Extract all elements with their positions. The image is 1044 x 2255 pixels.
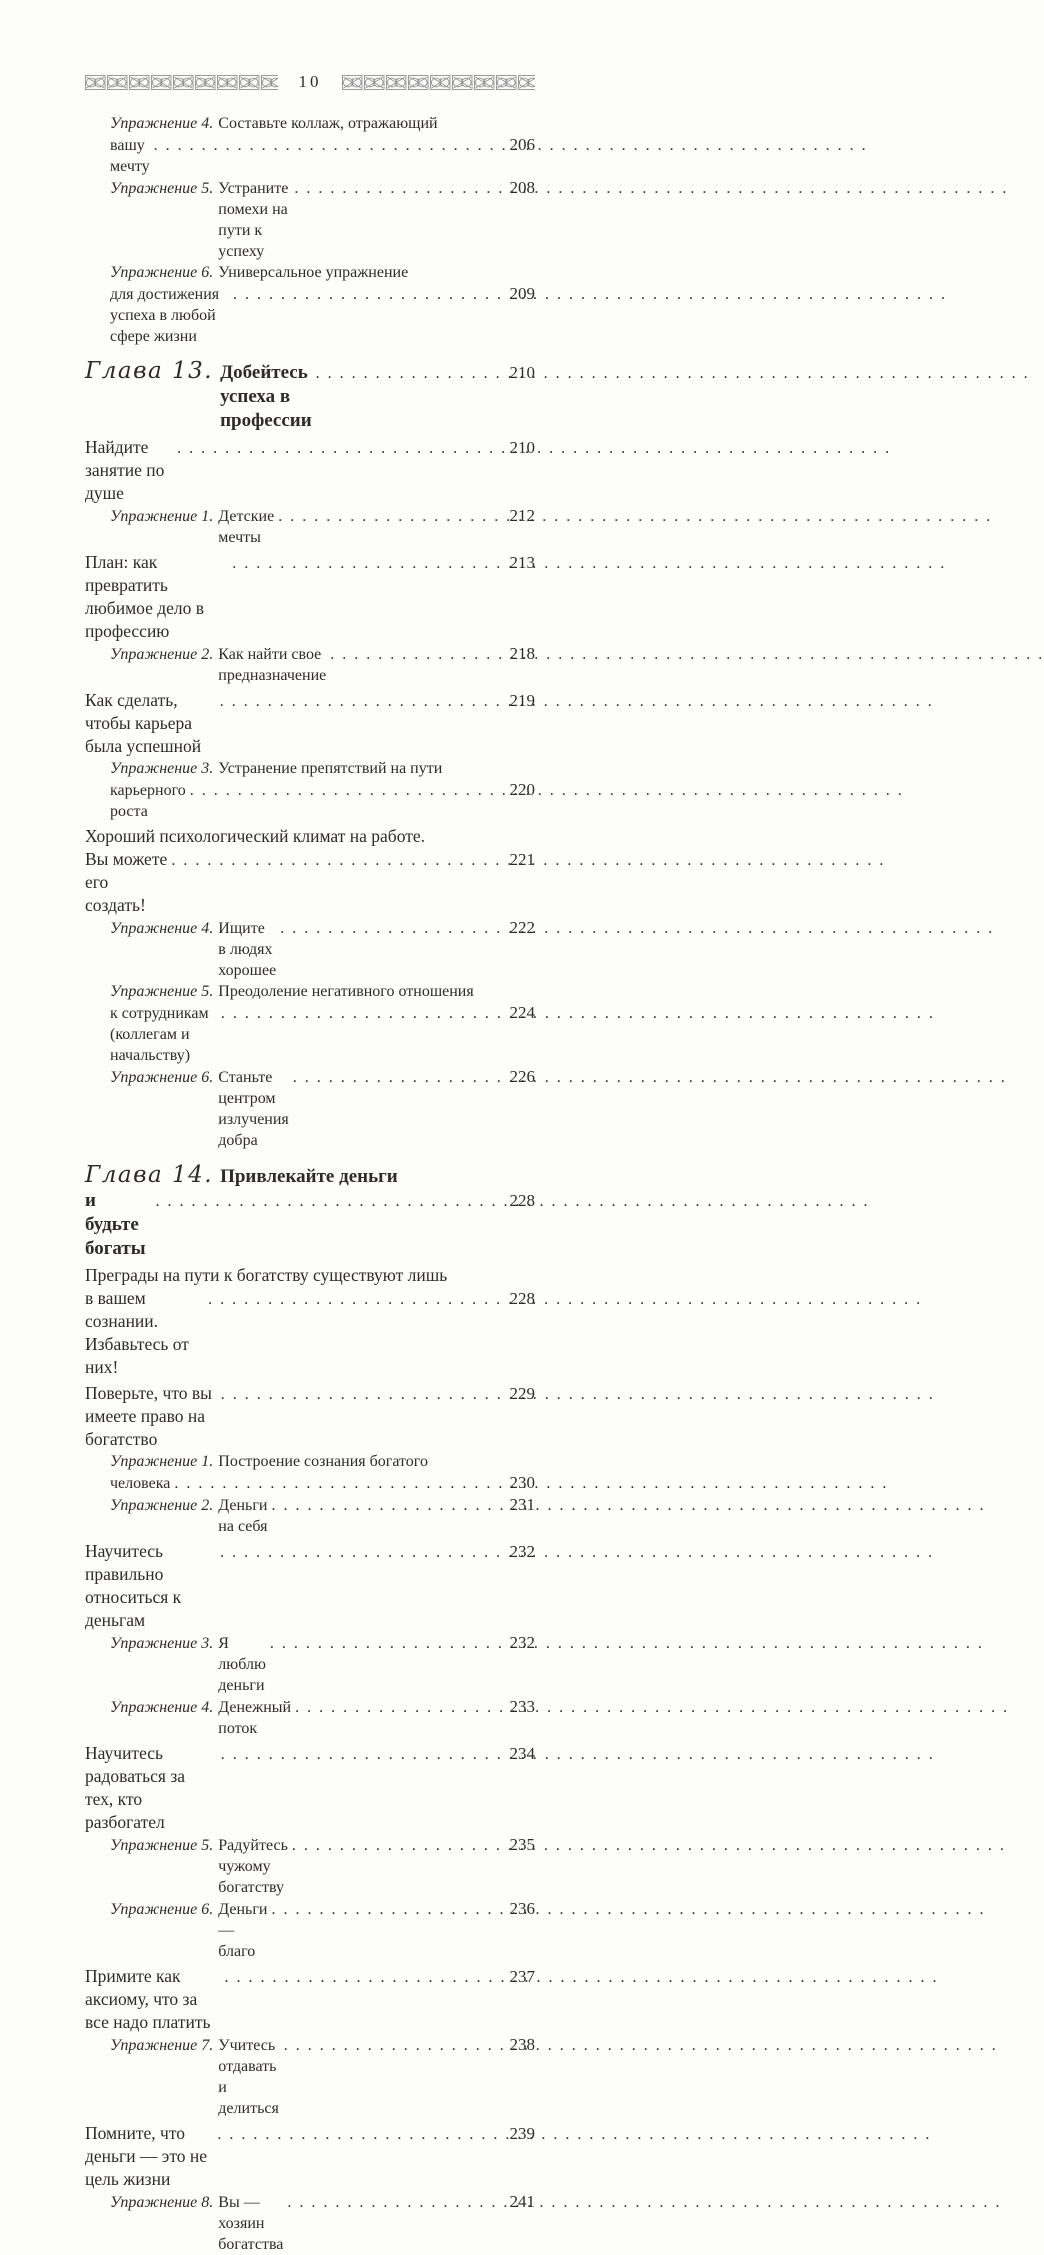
page-ref: 218 — [509, 644, 535, 663]
toc-entry-section — [85, 1965, 535, 2034]
page-ref: 206 — [509, 135, 535, 154]
page-ref: 210 — [509, 363, 535, 382]
entry-title: Преграды на пути к богатству существуют лишь — [85, 1265, 448, 1285]
page-ref: 237 — [509, 1967, 535, 1986]
page-number: 10 — [298, 72, 322, 91]
page-ref: 228 — [509, 1289, 535, 1308]
toc-entry-chapter — [85, 1163, 535, 1261]
toc-line — [85, 1163, 535, 1189]
page-ref: 219 — [509, 691, 535, 710]
entry-title: в вашем сознании. Избавьтесь от них! — [85, 1288, 194, 1377]
toc-entry-section — [85, 2122, 535, 2191]
toc-entry-section — [85, 1382, 535, 1451]
toc-line — [85, 2122, 535, 2191]
toc-line — [110, 262, 535, 283]
ornament-border-right-icon — [342, 74, 535, 91]
toc-line — [110, 981, 535, 1002]
toc-entry-exercise — [85, 1066, 535, 1151]
entry-title: Я люблю деньги — [218, 1635, 270, 1694]
chapter-number: Глава 13. — [85, 358, 214, 384]
page-ref: 220 — [509, 780, 535, 799]
toc-list — [85, 113, 535, 2255]
toc-line — [110, 1898, 535, 1962]
toc-line — [110, 134, 535, 177]
entry-title: вашу мечту — [110, 137, 150, 175]
dot-leader — [220, 689, 508, 713]
toc-line — [110, 2034, 535, 2119]
toc-entry-exercise — [85, 505, 535, 548]
entry-title: Примите как аксиому, что за все надо платить — [85, 1966, 211, 2032]
entry-title: для достижения успеха в любой сфере жизни — [110, 286, 224, 345]
toc-entry-exercise — [85, 1632, 535, 1696]
dot-leader — [208, 1287, 507, 1311]
toc-entry-section — [85, 689, 535, 758]
entry-title: Ищите в людях хорошее — [218, 920, 277, 979]
exercise-number: Упражнение 5. — [110, 983, 214, 1000]
dot-leader — [280, 918, 507, 939]
page-ref: 230 — [509, 1473, 535, 1492]
toc-entry-exercise — [85, 758, 535, 822]
dot-leader — [316, 361, 508, 386]
entry-title: Станьте центром излучения добра — [218, 1069, 293, 1149]
page-ref: 234 — [509, 1744, 535, 1763]
dot-leader — [270, 1633, 508, 1654]
entry-title: к сотрудникам (коллегам и начальству) — [110, 1005, 213, 1064]
dot-leader — [225, 1965, 508, 1989]
toc-line — [85, 1287, 535, 1379]
entry-title: Детские мечты — [218, 508, 279, 546]
entry-title: Добейтесь успеха в профессии — [220, 362, 313, 431]
toc-line — [110, 643, 535, 686]
exercise-number: Упражнение 4. — [110, 920, 214, 937]
entry-title: Как сделать, чтобы карьера была успешной — [85, 690, 202, 756]
dot-leader — [278, 506, 507, 527]
entry-title: Деньги на себя — [218, 1497, 272, 1535]
exercise-number: Упражнение 5. — [110, 1837, 214, 1854]
toc-line — [85, 689, 535, 758]
dot-leader — [177, 436, 507, 460]
page-ref: 221 — [509, 850, 535, 869]
dot-leader — [330, 644, 507, 665]
exercise-number: Упражнение 7. — [110, 2037, 214, 2054]
exercise-number: Упражнение 2. — [110, 1497, 214, 1514]
toc-entry-exercise — [85, 262, 535, 347]
toc-line — [85, 1540, 535, 1632]
exercise-number: Упражнение 6. — [110, 1069, 214, 1086]
toc-entry-exercise — [85, 1451, 535, 1494]
toc-line — [110, 917, 535, 981]
exercise-number: Упражнение 5. — [110, 180, 214, 197]
page-ref: 212 — [509, 506, 535, 525]
entry-title: Как найти свое предназначение — [218, 646, 327, 684]
toc-entry-section — [85, 436, 535, 505]
entry-title: Радуйтесь чужому богатству — [218, 1837, 292, 1896]
toc-line — [110, 779, 535, 822]
toc-line — [110, 1632, 535, 1696]
entry-title: Учитесь отдавать и делиться — [218, 2037, 281, 2117]
toc-line — [110, 2191, 535, 2255]
exercise-number: Упражнение 1. — [110, 1453, 214, 1470]
entry-title: Устраните помехи на пути к успеху — [218, 180, 293, 260]
toc-entry-exercise — [85, 1834, 535, 1898]
toc-line — [85, 359, 535, 433]
exercise-number: Упражнение 4. — [110, 1699, 214, 1716]
entry-title: и будьте богаты — [85, 1190, 146, 1259]
toc-line — [110, 1834, 535, 1898]
toc-entry-exercise — [85, 177, 535, 262]
entry-title: План: как превратить любимое дело в профессию — [85, 552, 209, 641]
dot-leader — [190, 780, 508, 801]
toc-entry-exercise — [85, 113, 535, 177]
entry-title: Поверьте, что вы имеете право на богатство — [85, 1383, 217, 1449]
page-ref: 239 — [509, 2124, 535, 2143]
entry-title: человека — [110, 1475, 171, 1492]
toc-line — [85, 1264, 535, 1287]
toc-entry-section — [85, 551, 535, 643]
entry-title: Универсальное упражнение — [218, 264, 409, 281]
chapter-number: Глава 14. — [85, 1162, 214, 1188]
entry-title: Найдите занятие по душе — [85, 437, 169, 503]
exercise-number: Упражнение 2. — [110, 646, 214, 663]
dot-leader — [221, 1742, 508, 1766]
page-ref: 235 — [509, 1835, 535, 1854]
toc-line — [85, 551, 535, 643]
toc-entry-exercise — [85, 2191, 535, 2255]
toc-entry-exercise — [85, 1494, 535, 1537]
entry-title: Помните, что деньги — это не цель жизни — [85, 2123, 212, 2189]
dot-leader — [171, 848, 507, 872]
toc-entry-chapter — [85, 359, 535, 433]
entry-title: Научитесь радоваться за тех, кто разбогател — [85, 1743, 190, 1832]
page-ref: 238 — [509, 2035, 535, 2054]
exercise-number: Упражнение 8. — [110, 2194, 214, 2211]
toc-entry-exercise — [85, 2034, 535, 2119]
page-ref: 232 — [509, 1542, 535, 1561]
page-ref: 228 — [509, 1191, 535, 1210]
toc-entry-exercise — [85, 1898, 535, 1962]
entry-title: Денежный поток — [218, 1699, 296, 1737]
toc-entry-section — [85, 1742, 535, 1834]
dot-leader — [233, 284, 507, 305]
page-ref: 208 — [509, 178, 535, 197]
page-ref: 229 — [509, 1384, 535, 1403]
dot-leader — [271, 1495, 507, 1516]
dot-leader — [174, 1473, 507, 1494]
entry-title: карьерного роста — [110, 782, 190, 820]
toc-entry-exercise — [85, 917, 535, 981]
dot-leader — [271, 1899, 507, 1920]
page-ref: 241 — [509, 2192, 535, 2211]
exercise-number: Упражнение 6. — [110, 1901, 214, 1918]
toc-line — [110, 758, 535, 779]
exercise-number: Упражнение 3. — [110, 1635, 214, 1652]
toc-entry-exercise — [85, 1696, 535, 1739]
page-ref: 233 — [509, 1697, 535, 1716]
dot-leader — [232, 551, 507, 575]
toc-entry-section — [85, 825, 535, 917]
page-ref: 231 — [509, 1495, 535, 1514]
dot-leader — [154, 135, 508, 156]
page-ref: 222 — [509, 918, 535, 937]
dot-leader — [221, 1382, 508, 1406]
entry-title: Научитесь правильно относиться к деньгам — [85, 1541, 186, 1630]
page-ref: 210 — [509, 438, 535, 457]
exercise-number: Упражнение 3. — [110, 760, 214, 777]
toc-line — [85, 1742, 535, 1834]
dot-leader — [292, 1835, 508, 1856]
toc-line — [110, 505, 535, 548]
entry-title: Построение сознания богатого — [218, 1453, 428, 1470]
page-ref: 236 — [509, 1899, 535, 1918]
exercise-number: Упражнение 4. — [110, 115, 214, 132]
toc-entry-exercise — [85, 643, 535, 686]
dot-leader — [295, 1697, 507, 1718]
toc-line — [85, 1382, 535, 1451]
toc-line — [85, 848, 535, 917]
dot-leader — [293, 1067, 508, 1088]
page-ref: 224 — [509, 1003, 535, 1022]
toc-line — [110, 1451, 535, 1472]
exercise-number: Упражнение 1. — [110, 508, 214, 525]
dot-leader — [294, 178, 507, 199]
toc-entry-exercise — [85, 981, 535, 1066]
toc-entry-section — [85, 1264, 535, 1379]
toc-line — [85, 436, 535, 505]
entry-title: Деньги — благо — [218, 1901, 272, 1960]
entry-title: Вы можете его создать! — [85, 849, 172, 915]
toc-line — [85, 1965, 535, 2034]
toc-line — [110, 113, 535, 134]
dot-leader — [284, 2035, 508, 2056]
toc-line — [110, 1472, 535, 1494]
entry-title: Хороший психологический климат на работе. — [85, 826, 426, 846]
entry-title: Устранение препятствий на пути — [218, 760, 443, 777]
page-ref: 226 — [509, 1067, 535, 1086]
toc-line — [110, 283, 535, 347]
running-head — [85, 72, 535, 92]
page-ref: 209 — [509, 284, 535, 303]
dot-leader — [287, 2192, 507, 2213]
toc-line — [110, 1696, 535, 1739]
dot-leader — [217, 2122, 507, 2146]
dot-leader — [220, 1540, 507, 1564]
toc-line — [110, 1494, 535, 1537]
entry-title: Преодоление негативного отношения — [218, 983, 474, 1000]
toc-entry-section — [85, 1540, 535, 1632]
toc-line — [110, 1066, 535, 1151]
page-ref: 232 — [509, 1633, 535, 1652]
entry-title: Составьте коллаж, отражающий — [218, 115, 438, 132]
entry-title: Вы — хозяин богатства — [218, 2194, 284, 2253]
toc-line — [110, 1002, 535, 1066]
toc-line — [85, 1189, 535, 1261]
page-ref: 213 — [509, 553, 535, 572]
exercise-number: Упражнение 6. — [110, 264, 214, 281]
dot-leader — [221, 1003, 508, 1024]
entry-title: Привлекайте деньги — [220, 1166, 398, 1187]
dot-leader — [155, 1189, 507, 1214]
toc-line — [85, 825, 535, 848]
toc-line — [110, 177, 535, 262]
ornament-border-left-icon — [85, 74, 278, 91]
